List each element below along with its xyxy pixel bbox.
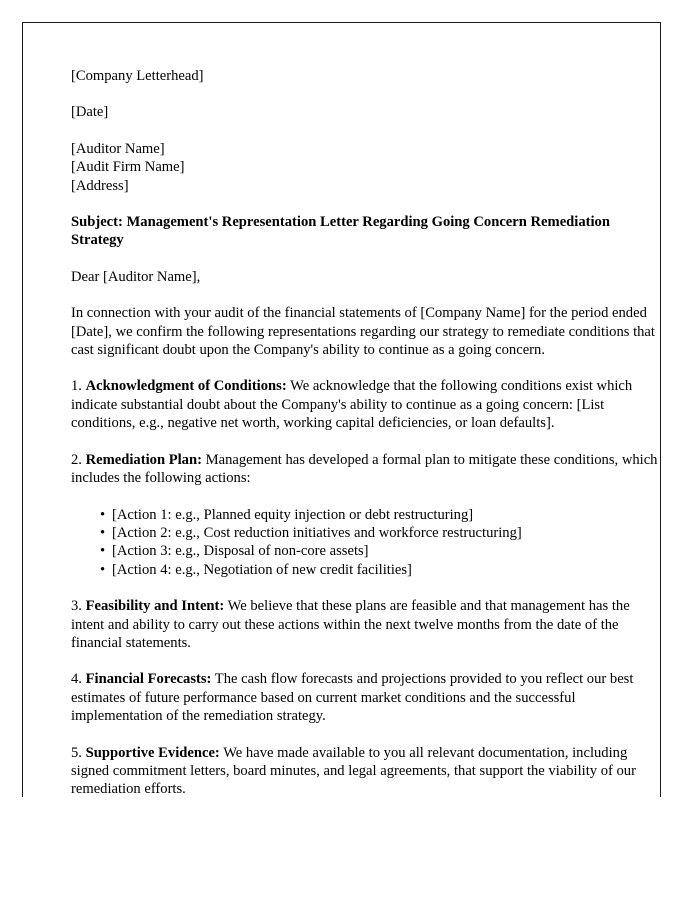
section-3 (71, 597, 659, 652)
section-1 (71, 377, 659, 432)
recipient-address: [Address] (71, 177, 129, 194)
date-block (71, 103, 659, 121)
section-4-body: The cash flow forecasts and projections provided to you reflect our best estimates of future performance based on current market conditions and the successful implementation of the remediation strategy. (71, 671, 634, 725)
section-2-body: Management has developed a formal plan to mitigate these conditions, which includes the following actions: (71, 451, 658, 487)
company-letterhead: [Company Letterhead] (71, 68, 204, 84)
subject-line: Subject: Management's Representation Letter Regarding Going Concern Remediation Strategy (71, 214, 610, 249)
letter-body (71, 67, 659, 799)
salutation: Dear [Auditor Name], (71, 268, 201, 285)
section-3-number: 3. (71, 598, 82, 615)
section-4 (71, 670, 659, 725)
list-item: • [Action 1: e.g., Planned equity injection or debt restructuring] (112, 506, 659, 524)
list-item: • [Action 2: e.g., Cost reduction initiatives and workforce restructuring] (112, 524, 659, 542)
section-1-heading: Acknowledgment of Conditions: (85, 378, 287, 395)
document-page-frame (22, 22, 661, 797)
section-4-heading: Financial Forecasts: (85, 671, 212, 688)
section-3-heading: Feasibility and Intent: (85, 598, 225, 615)
section-5 (71, 744, 659, 799)
section-1-number: 1. (71, 378, 82, 395)
recipient-address-block (71, 140, 659, 195)
recipient-auditor-name: [Auditor Name] (71, 140, 165, 157)
list-item: • [Action 4: e.g., Negotiation of new credit facilities] (112, 561, 659, 579)
section-5-number: 5. (71, 744, 82, 761)
letter-date: [Date] (71, 104, 109, 121)
section-1-body: We acknowledge that the following conditions exist which indicate substantial doubt about the Company's ability to continue as a going concern: [List conditions, e.g., negative net worth, working capital deficiencies, or loan defaults]. (71, 378, 633, 432)
list-item: • [Action 3: e.g., Disposal of non-core assets] (112, 542, 659, 560)
recipient-audit-firm-name: [Audit Firm Name] (71, 159, 185, 176)
section-3-body: We believe that these plans are feasible and that management has the intent and ability to carry out these actions within the next twelve months from the date of the financial statements. (71, 598, 630, 651)
section-2 (71, 451, 659, 488)
section-2-heading: Remediation Plan: (85, 451, 202, 468)
intro-paragraph: In connection with your audit of the financial statements of [Company Name] for the period ended [Date], we confirm the following representations regarding our strategy to remediate conditions that cast significant doubt upon the Company's ability to continue as a going concern. (71, 305, 655, 359)
section-4-number: 4. (71, 671, 82, 688)
company-letterhead-block (71, 67, 659, 85)
action-list (71, 506, 659, 580)
section-2-number: 2. (71, 451, 82, 468)
section-5-body: We have made available to you all relevant documentation, including signed commitment letters, board minutes, and legal agreements, that support the viability of our remediation efforts. (71, 744, 636, 798)
section-5-heading: Supportive Evidence: (85, 744, 220, 761)
